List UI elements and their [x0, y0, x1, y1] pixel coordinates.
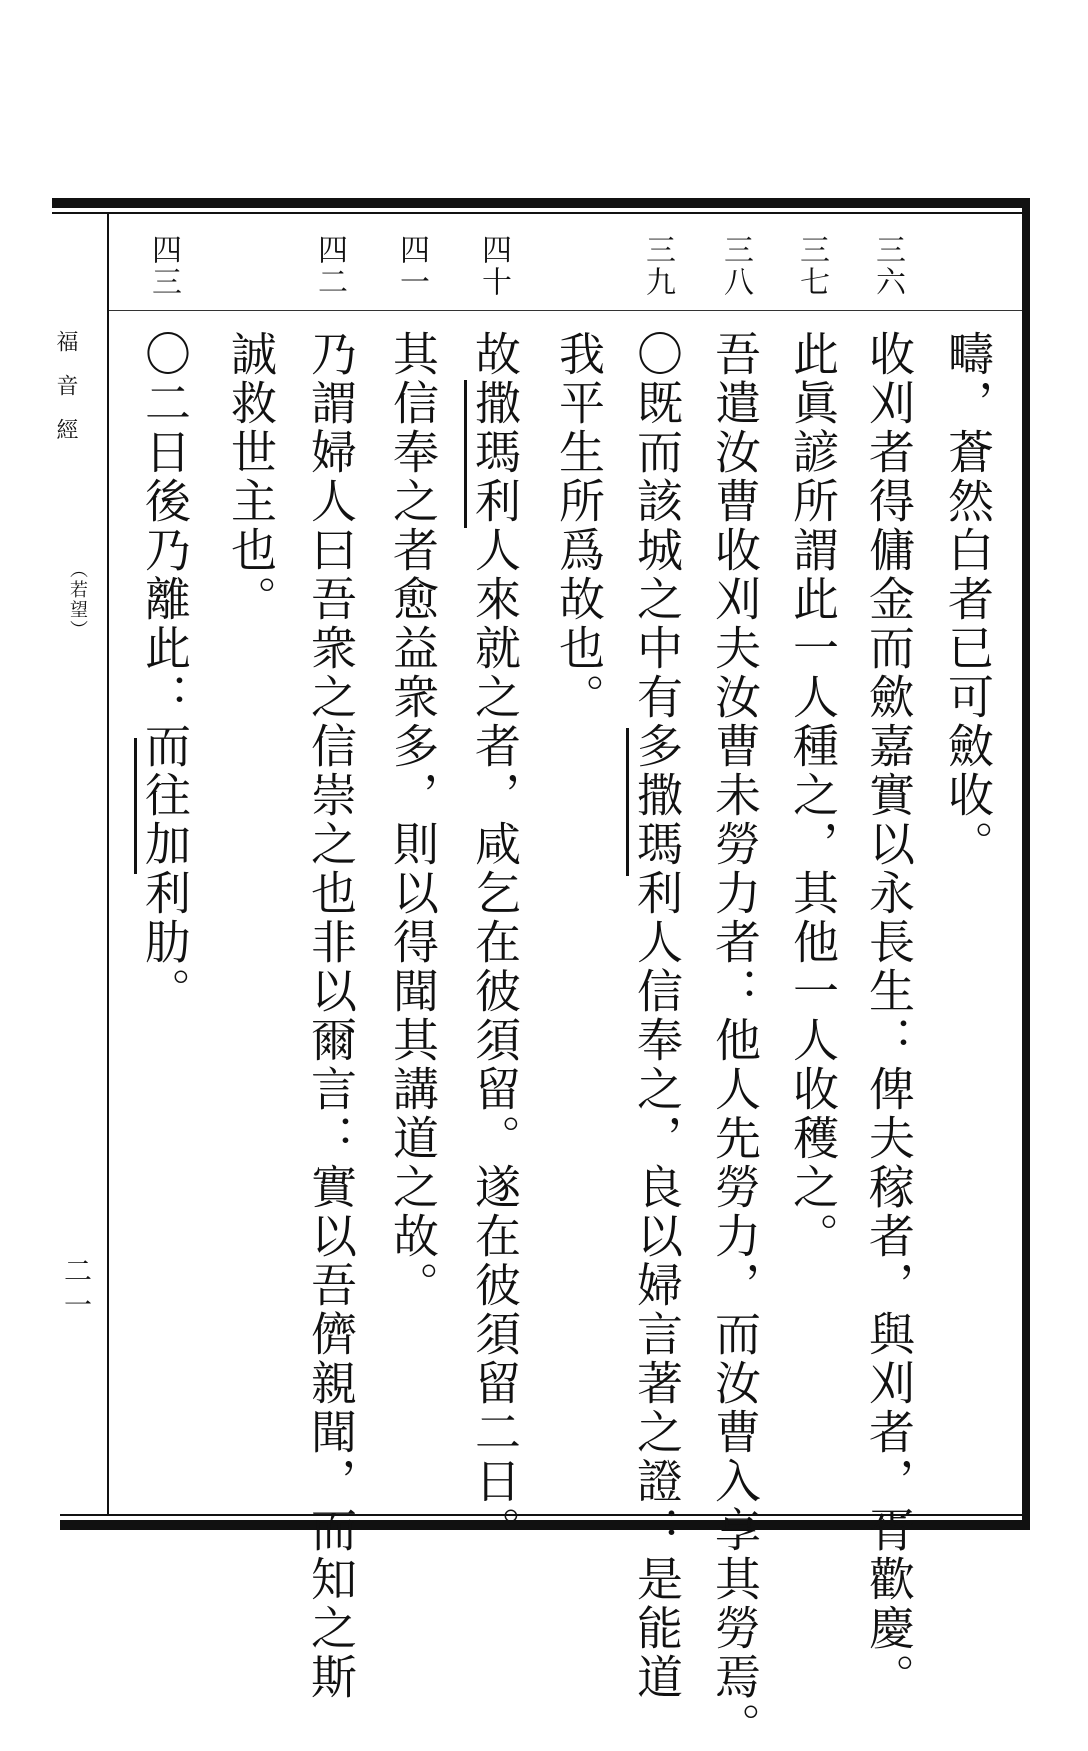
verse-text-line: 〇既而該城之中有多撒瑪利人信奉之，良以婦言著之證：是能道: [630, 330, 684, 1702]
verse-text-line: 疇，蒼然白者已可斂收。: [941, 330, 995, 869]
verse-text-line: 其信奉之者愈益衆多，則以得聞其講道之故。: [386, 330, 440, 1310]
proper-name-marker: [626, 728, 629, 876]
verse-text-line: 誠救世主也。: [224, 330, 278, 624]
proper-name-marker: [134, 738, 137, 874]
verse-number: 四三: [146, 234, 181, 298]
frame-left-rule: [107, 214, 109, 1514]
verse-number: 三九: [640, 234, 675, 298]
frame-top-thin-rule: [52, 212, 1030, 214]
verse-number: 四二: [312, 234, 347, 298]
page-number: 二一: [60, 1256, 93, 1324]
frame-top-rule: [52, 198, 1030, 208]
verse-text-line: 我平生所爲故也。: [552, 330, 606, 722]
book-title: 福音經: [53, 330, 78, 462]
verse-text-line: 故撒瑪利人來就之者，咸乞在彼須留。遂在彼須留二日。: [468, 330, 522, 1555]
verse-number: 四一: [394, 234, 429, 298]
verse-text-line: 收刈者得傭金而歛嘉實以永長生：俾夫稼者，與刈者，胥歡慶。: [862, 330, 916, 1702]
verse-number: 三六: [870, 234, 905, 298]
verse-number: 四十: [476, 234, 511, 298]
verse-number: 三七: [794, 234, 829, 298]
book-subtitle: （若望）: [67, 560, 88, 640]
proper-name-marker: [464, 380, 467, 528]
verse-text-line: 乃謂婦人曰吾衆之信崇之也非以爾言：實以吾儕親聞，而知之斯: [304, 330, 358, 1702]
verse-number: 三八: [718, 234, 753, 298]
verse-text-line: 〇二日後乃離此：而往加利肋。: [138, 330, 192, 1016]
verse-text-line: 此眞諺所謂此一人種之，其他一人收穫之。: [786, 330, 840, 1261]
verse-number-divider: [109, 310, 1022, 311]
frame-right-rule: [1022, 206, 1030, 1522]
verse-text-line: 吾遣汝曹收刈夫汝曹未勞力者：他人先勞力，而汝曹入享其勞焉。: [708, 330, 762, 1751]
